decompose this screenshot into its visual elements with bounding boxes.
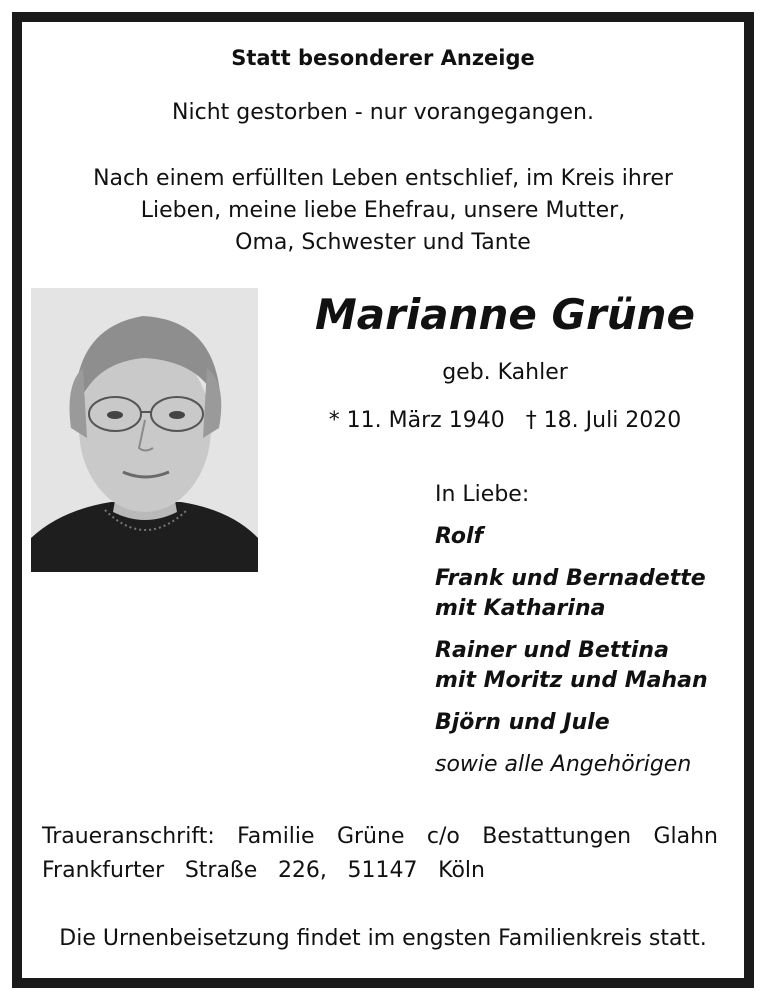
notice-header: Statt besonderer Anzeige [231,46,535,70]
address-word: Straße [184,858,258,883]
address-line [42,820,718,854]
address-word: Frankfurter [42,858,165,883]
mourner: Rolf [435,524,484,549]
mourner: Rainer und Bettina [435,638,669,663]
address-word: Bestattungen [482,824,632,849]
urn-burial-note: Die Urnenbeisetzung findet im engsten Familienkreis statt. [59,926,707,951]
death-date: † 18. Juli 2020 [525,408,682,433]
life-dates [300,408,710,433]
in-love-label: In Liebe: [435,482,530,507]
mourners-list [435,480,735,780]
address-word: Grüne [336,824,405,849]
mourning-address [42,820,718,888]
address-word: 51147 [347,858,418,883]
intro-line: Lieben, meine liebe Ehefrau, unsere Mutter, [140,198,626,223]
portrait-illustration [31,288,258,572]
motto: Nicht gestorben - nur vorangegangen. [172,100,594,125]
intro-text [0,163,766,259]
mourner: Björn und Jule [435,710,610,735]
address-word: Köln [438,858,485,883]
address-word: Traueranschrift: [42,824,215,849]
intro-line: Nach einem erfüllten Leben entschlief, im Kreis ihrer [93,166,673,191]
address-word: c/o [426,824,460,849]
birth-date: * 11. März 1940 [328,408,505,433]
maiden-name: geb. Kahler [442,360,568,385]
address-word: Familie [237,824,315,849]
address-word: Glahn [653,824,718,849]
intro-line: Oma, Schwester und Tante [235,230,531,255]
mourner: Frank und Bernadette [435,566,706,591]
mourner: mit Moritz und Mahan [435,668,708,693]
portrait-photo [31,288,258,572]
mourner: mit Katharina [435,596,606,621]
deceased-name: Marianne Grüne [315,290,695,339]
address-word: 226, [277,858,327,883]
address-line [42,854,485,888]
relatives: sowie alle Angehörigen [435,752,692,777]
